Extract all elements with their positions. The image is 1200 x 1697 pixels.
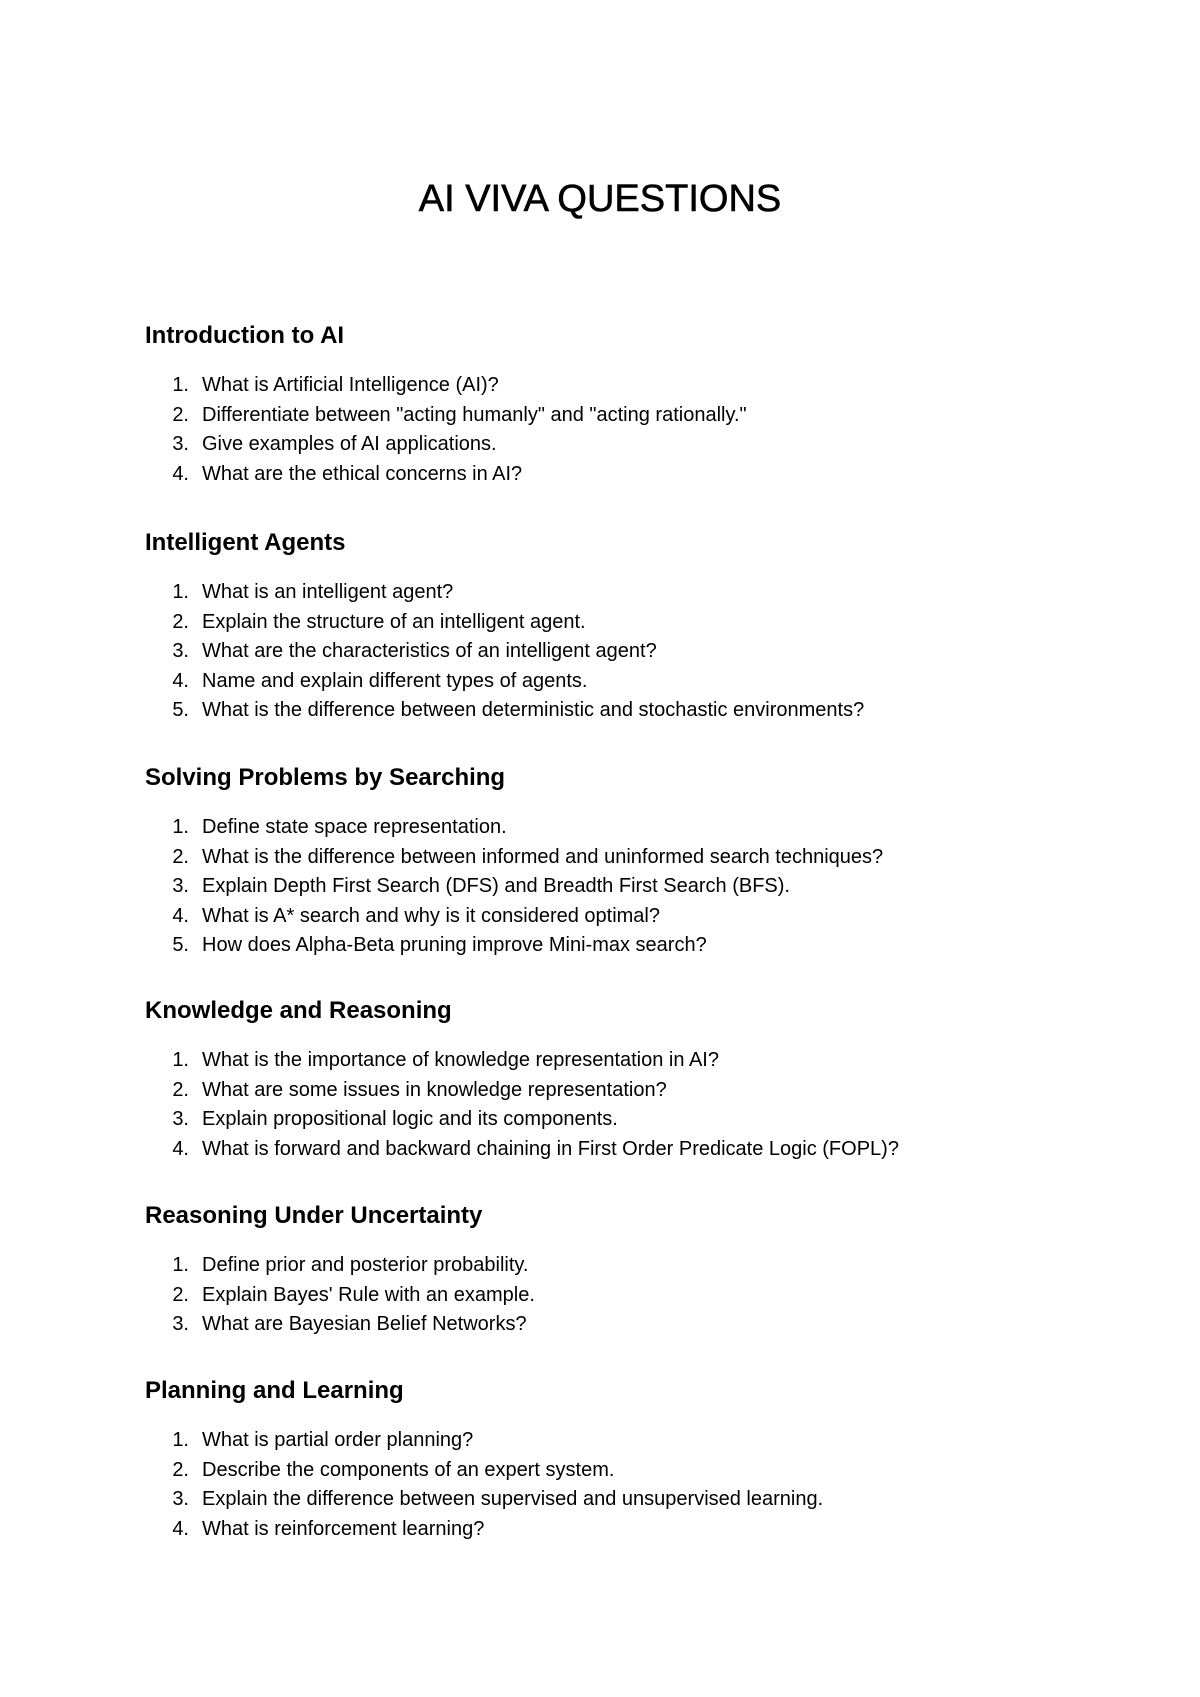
section-heading: Solving Problems by Searching (145, 764, 506, 791)
question-text: What is forward and backward chaining in First Order Predicate Logic (FOPL)? (202, 1137, 899, 1160)
document-title: AI VIVA QUESTIONS (418, 178, 782, 220)
section-heading: Intelligent Agents (145, 529, 346, 556)
question-item (145, 696, 1105, 726)
section-heading: Introduction to AI (145, 322, 345, 349)
section (145, 1376, 1105, 1544)
question-text: Explain the structure of an intelligent agent. (202, 610, 586, 633)
question-text: Define prior and posterior probability. (202, 1254, 529, 1276)
question-text: What is an intelligent agent? (202, 581, 454, 603)
question-number: 3. (172, 1108, 189, 1130)
section-heading: Planning and Learning (145, 1377, 404, 1404)
section (145, 996, 1105, 1164)
question-number: 5. (172, 934, 189, 956)
section (145, 321, 1105, 489)
question-text: Explain Depth First Search (DFS) and Breadth First Search (BFS). (202, 875, 790, 897)
question-text: Define state space representation. (202, 816, 507, 838)
question-item (145, 1046, 1105, 1076)
question-text: What is partial order planning? (202, 1429, 474, 1451)
question-item (145, 608, 1105, 638)
question-number: 2. (172, 1283, 189, 1306)
question-number: 4. (172, 669, 189, 692)
question-number: 3. (172, 1313, 189, 1335)
question-item (145, 1105, 1105, 1135)
question-list (145, 1251, 1105, 1340)
question-item (145, 371, 1105, 401)
question-number: 4. (172, 462, 189, 485)
question-text: What is the difference between deterministic and stochastic environments? (202, 699, 865, 721)
question-item (145, 1281, 1105, 1311)
question-number: 2. (172, 1458, 189, 1481)
question-number: 3. (172, 433, 189, 455)
question-number: 3. (172, 1488, 189, 1510)
question-number: 5. (172, 699, 189, 721)
question-text: What are Bayesian Belief Networks? (202, 1313, 527, 1335)
question-list (145, 371, 1105, 489)
question-number: 2. (172, 845, 189, 868)
question-text: Explain the difference between supervised and unsupervised learning. (202, 1488, 824, 1510)
question-number: 3. (172, 875, 189, 897)
question-text: What are the ethical concerns in AI? (202, 462, 523, 485)
section-heading: Knowledge and Reasoning (145, 997, 452, 1024)
section (145, 528, 1105, 726)
question-text: Explain Bayes' Rule with an example. (202, 1283, 535, 1306)
question-item (145, 1251, 1105, 1281)
question-list (145, 578, 1105, 726)
question-list (145, 1426, 1105, 1544)
question-number: 2. (172, 610, 189, 633)
question-item (145, 843, 1105, 873)
question-item (145, 1076, 1105, 1106)
question-item (145, 637, 1105, 667)
question-text: Give examples of AI applications. (202, 433, 497, 455)
question-number: 1. (172, 1049, 189, 1071)
question-item (145, 872, 1105, 902)
question-text: Name and explain different types of agents. (202, 669, 588, 692)
question-text: Describe the components of an expert system. (202, 1458, 615, 1481)
question-text: What is A* search and why is it considered optimal? (202, 904, 660, 927)
section (145, 763, 1105, 961)
question-number: 1. (172, 1429, 189, 1451)
question-text: Explain propositional logic and its components. (202, 1108, 618, 1130)
question-text: How does Alpha-Beta pruning improve Mini-max search? (202, 934, 707, 956)
question-number: 2. (172, 403, 189, 426)
question-item (145, 667, 1105, 697)
question-item (145, 902, 1105, 932)
question-text: What is the importance of knowledge representation in AI? (202, 1049, 719, 1071)
question-text: What are some issues in knowledge representation? (202, 1078, 667, 1101)
question-number: 2. (172, 1078, 189, 1101)
question-item (145, 460, 1105, 490)
question-item (145, 1310, 1105, 1340)
section-heading: Reasoning Under Uncertainty (145, 1202, 483, 1229)
question-number: 1. (172, 581, 189, 603)
question-text: Differentiate between "acting humanly" and "acting rationally." (202, 403, 747, 426)
question-text: What are the characteristics of an intelligent agent? (202, 640, 657, 662)
question-text: What is reinforcement learning? (202, 1517, 485, 1540)
question-number: 4. (172, 904, 189, 927)
question-item (145, 1485, 1105, 1515)
question-item (145, 401, 1105, 431)
question-number: 1. (172, 374, 189, 396)
question-item (145, 1515, 1105, 1545)
question-number: 1. (172, 1254, 189, 1276)
question-item (145, 931, 1105, 961)
question-number: 4. (172, 1517, 189, 1540)
question-item (145, 1456, 1105, 1486)
question-list (145, 813, 1105, 961)
question-item (145, 1426, 1105, 1456)
question-number: 3. (172, 640, 189, 662)
question-list (145, 1046, 1105, 1164)
question-text: What is Artificial Intelligence (AI)? (202, 374, 499, 396)
question-text: What is the difference between informed and uninformed search techniques? (202, 845, 884, 868)
question-number: 4. (172, 1137, 189, 1160)
question-item (145, 578, 1105, 608)
question-item (145, 1135, 1105, 1165)
question-item (145, 813, 1105, 843)
question-item (145, 430, 1105, 460)
section (145, 1201, 1105, 1340)
question-number: 1. (172, 816, 189, 838)
